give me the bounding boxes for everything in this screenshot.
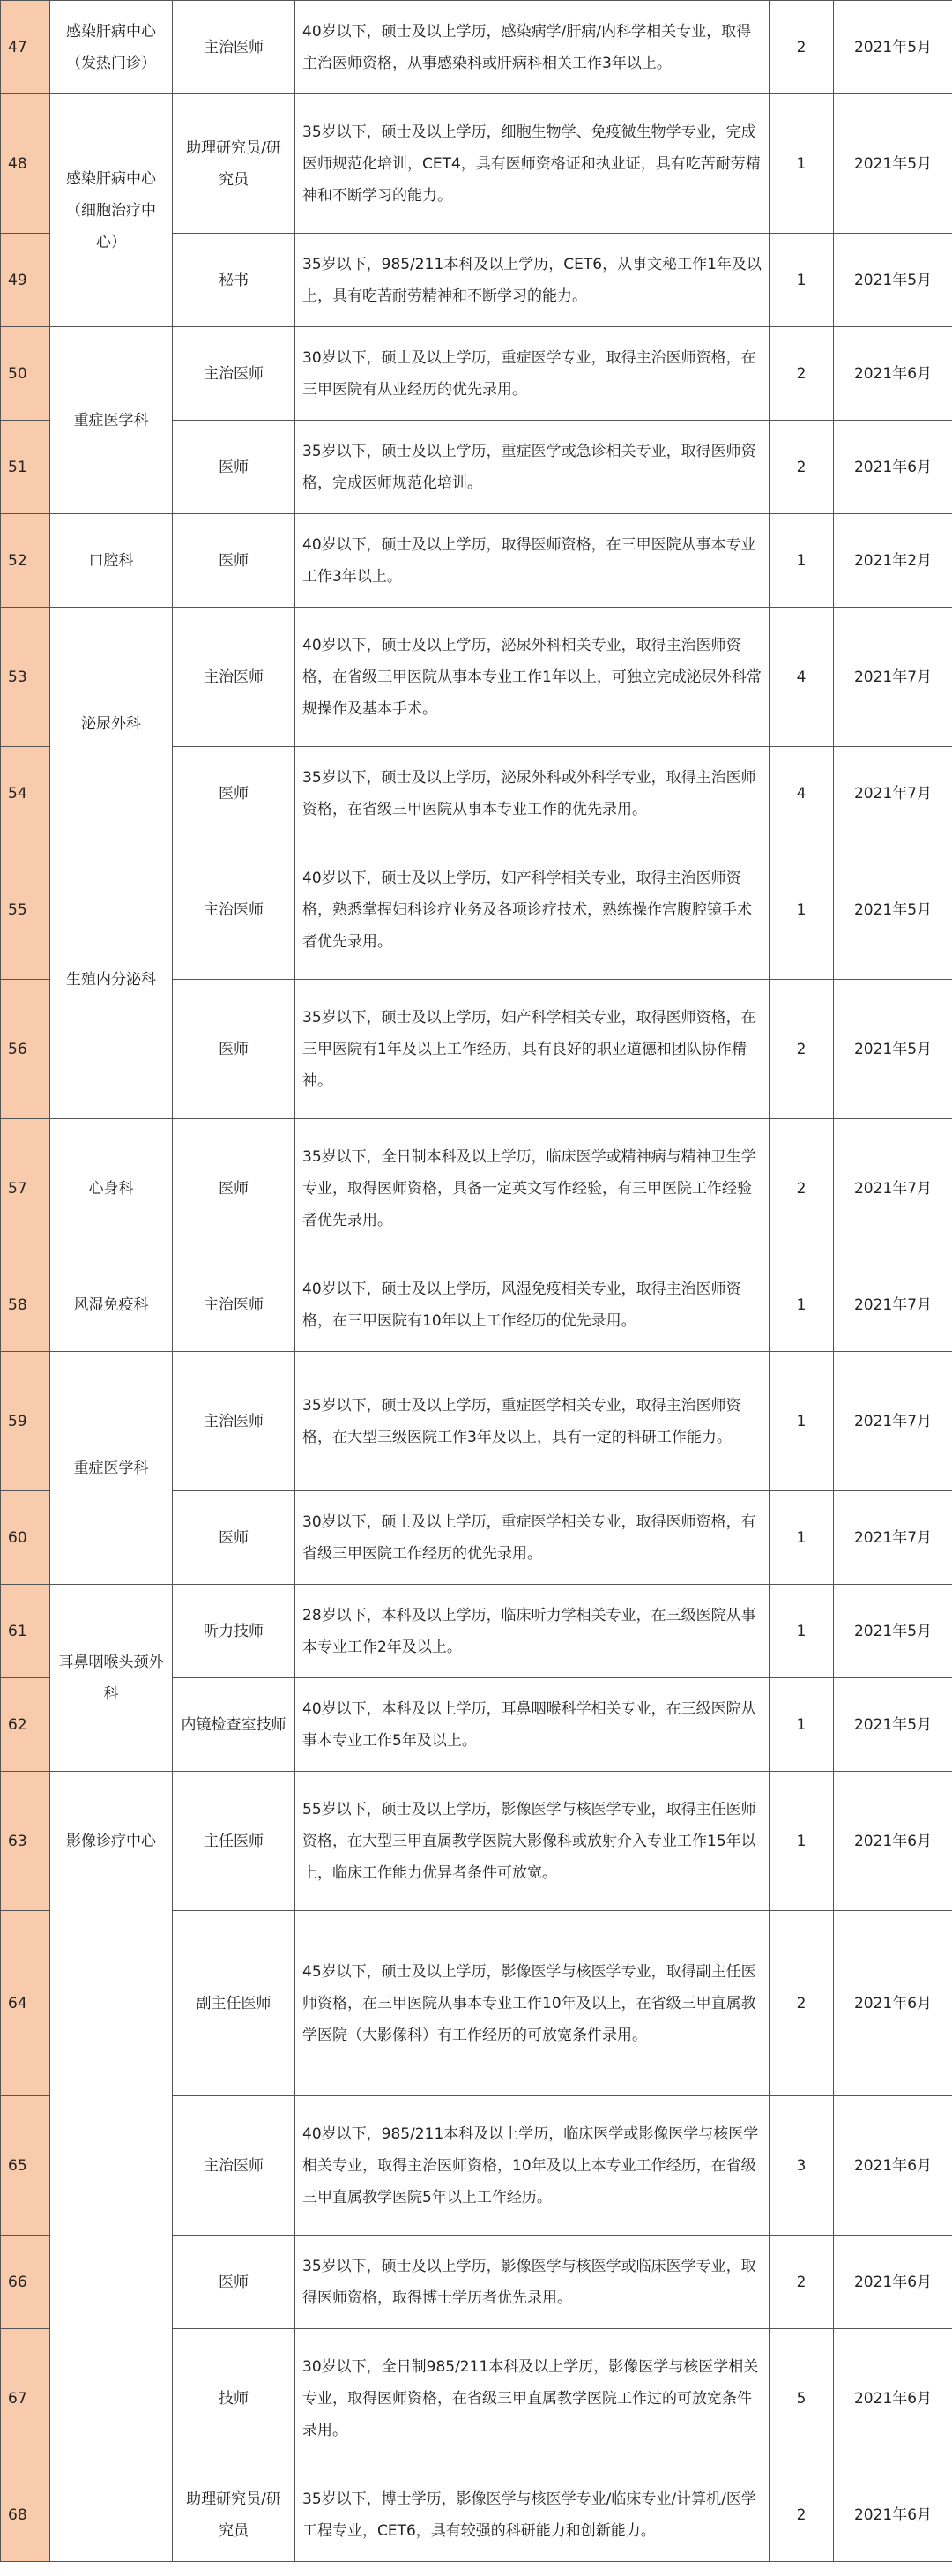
headcount-cell: 2 (770, 1911, 834, 2096)
row-number: 62 (1, 1678, 50, 1772)
row-number: 49 (1, 234, 50, 327)
position-cell: 医师 (173, 1119, 295, 1258)
row-number: 65 (1, 2096, 50, 2236)
department-cell: 风湿免疫科 (50, 1258, 173, 1352)
date-cell: 2021年6月 (834, 2468, 952, 2562)
headcount-cell: 2 (770, 421, 834, 514)
table-row (1, 1258, 952, 1352)
table-row (1, 1772, 952, 1911)
date-cell: 2021年7月 (834, 1258, 952, 1352)
row-number: 58 (1, 1258, 50, 1352)
position-cell: 秘书 (173, 234, 295, 327)
row-number: 60 (1, 1491, 50, 1585)
department-cell: 泌尿外科 (50, 608, 173, 840)
requirements-cell: 40岁以下，985/211本科及以上学历，临床医学或影像医学与核医学相关专业，取得主治医师资格，10年及以上本专业工作经历，在省级三甲直属教学医院5年以上工作经历。 (295, 2096, 770, 2236)
headcount-cell: 1 (770, 840, 834, 980)
department-cell: 生殖内分泌科 (50, 840, 173, 1119)
headcount-cell: 3 (770, 2096, 834, 2236)
position-cell: 医师 (173, 747, 295, 840)
date-cell: 2021年6月 (834, 2096, 952, 2236)
table-row (1, 1585, 952, 1678)
headcount-cell: 2 (770, 1, 834, 94)
department-cell: 重症医学科 (50, 1352, 173, 1585)
position-cell: 助理研究员/研究员 (173, 2468, 295, 2562)
row-number: 52 (1, 514, 50, 608)
headcount-cell: 1 (770, 1772, 834, 1911)
row-number: 66 (1, 2236, 50, 2329)
headcount-cell: 4 (770, 747, 834, 840)
table-row (1, 1119, 952, 1258)
requirements-cell: 40岁以下，硕士及以上学历，风湿免疫相关专业，取得主治医师资格，在三甲医院有10年以上工作经历的优先录用。 (295, 1258, 770, 1352)
table-row (1, 94, 952, 234)
row-number: 61 (1, 1585, 50, 1678)
position-cell: 主治医师 (173, 2096, 295, 2236)
row-number: 48 (1, 94, 50, 234)
requirements-cell: 40岁以下，硕士及以上学历，感染病学/肝病/内科学相关专业，取得主治医师资格，从事感染科或肝病科相关工作3年以上。 (295, 1, 770, 94)
requirements-cell: 40岁以下，硕士及以上学历，取得医师资格，在三甲医院从事本专业工作3年以上。 (295, 514, 770, 608)
date-cell: 2021年6月 (834, 1772, 952, 1911)
department-cell: 感染肝病中心（细胞治疗中心） (50, 94, 173, 327)
position-cell: 技师 (173, 2329, 295, 2468)
position-cell: 副主任医师 (173, 1911, 295, 2096)
requirements-cell: 35岁以下，全日制本科及以上学历，临床医学或精神病与精神卫生学专业，取得医师资格，具备一定英文写作经验，有三甲医院工作经验者优先录用。 (295, 1119, 770, 1258)
requirements-cell: 28岁以下，本科及以上学历，临床听力学相关专业，在三级医院从事本专业工作2年及以上。 (295, 1585, 770, 1678)
date-cell: 2021年2月 (834, 514, 952, 608)
headcount-cell: 1 (770, 514, 834, 608)
position-cell: 主治医师 (173, 1, 295, 94)
headcount-cell: 4 (770, 608, 834, 747)
headcount-cell: 2 (770, 1119, 834, 1258)
row-number: 68 (1, 2468, 50, 2562)
requirements-cell: 35岁以下，硕士及以上学历，细胞生物学、免疫微生物学专业，完成医师规范化培训，CET4，具有医师资格证和执业证，具有吃苦耐劳精神和不断学习的能力。 (295, 94, 770, 234)
requirements-cell: 55岁以下，硕士及以上学历，影像医学与核医学专业，取得主任医师资格，在大型三甲直属教学医院大影像科或放射介入专业工作15年以上，临床工作能力优异者条件可放宽。 (295, 1772, 770, 1911)
date-cell: 2021年5月 (834, 1, 952, 94)
date-cell: 2021年5月 (834, 840, 952, 980)
table-row (1, 514, 952, 608)
row-number: 64 (1, 1911, 50, 2096)
date-cell: 2021年7月 (834, 747, 952, 840)
date-cell: 2021年5月 (834, 234, 952, 327)
requirements-cell: 35岁以下，硕士及以上学历，重症医学或急诊相关专业，取得医师资格，完成医师规范化培训。 (295, 421, 770, 514)
requirements-cell: 35岁以下，硕士及以上学历，重症医学相关专业，取得主治医师资格，在大型三级医院工作3年及以上，具有一定的科研工作能力。 (295, 1352, 770, 1491)
position-cell: 主治医师 (173, 1258, 295, 1352)
department-cell: 感染肝病中心（发热门诊） (50, 1, 173, 94)
headcount-cell: 2 (770, 2236, 834, 2329)
position-cell: 听力技师 (173, 1585, 295, 1678)
requirements-cell: 35岁以下，985/211本科及以上学历，CET6，从事文秘工作1年及以上，具有吃苦耐劳精神和不断学习的能力。 (295, 234, 770, 327)
position-cell: 医师 (173, 421, 295, 514)
row-number: 55 (1, 840, 50, 980)
date-cell: 2021年5月 (834, 1678, 952, 1772)
department-cell: 口腔科 (50, 514, 173, 608)
date-cell: 2021年6月 (834, 327, 952, 421)
row-number: 63 (1, 1772, 50, 1911)
position-cell: 医师 (173, 2236, 295, 2329)
position-cell: 医师 (173, 1491, 295, 1585)
headcount-cell: 1 (770, 1585, 834, 1678)
headcount-cell: 5 (770, 2329, 834, 2468)
requirements-cell: 45岁以下，硕士及以上学历，影像医学与核医学专业，取得副主任医师资格，在三甲医院从事本专业工作10年及以上，在省级三甲直属教学医院（大影像科）有工作经历的可放宽条件录用。 (295, 1911, 770, 2096)
row-number: 67 (1, 2329, 50, 2468)
table-row (1, 1, 952, 94)
requirements-cell: 30岁以下，硕士及以上学历，重症医学专业，取得主治医师资格，在三甲医院有从业经历的优先录用。 (295, 327, 770, 421)
row-number: 53 (1, 608, 50, 747)
department-cell: 心身科 (50, 1119, 173, 1258)
table-row (1, 840, 952, 980)
requirements-cell: 30岁以下，硕士及以上学历，重症医学相关专业，取得医师资格，有省级三甲医院工作经历的优先录用。 (295, 1491, 770, 1585)
requirements-cell: 35岁以下，硕士及以上学历，泌尿外科或外科学专业，取得主治医师资格，在省级三甲医院从事本专业工作的优先录用。 (295, 747, 770, 840)
position-cell: 内镜检查室技师 (173, 1678, 295, 1772)
position-cell: 助理研究员/研究员 (173, 94, 295, 234)
date-cell: 2021年6月 (834, 2236, 952, 2329)
date-cell: 2021年6月 (834, 421, 952, 514)
date-cell: 2021年7月 (834, 1352, 952, 1491)
position-cell: 主治医师 (173, 608, 295, 747)
headcount-cell: 1 (770, 234, 834, 327)
row-number: 51 (1, 421, 50, 514)
row-number: 47 (1, 1, 50, 94)
department-cell: 耳鼻咽喉头颈外科 (50, 1585, 173, 1772)
position-cell: 主治医师 (173, 327, 295, 421)
position-cell: 医师 (173, 514, 295, 608)
headcount-cell: 1 (770, 1678, 834, 1772)
date-cell: 2021年5月 (834, 94, 952, 234)
row-number: 57 (1, 1119, 50, 1258)
requirements-cell: 35岁以下，博士学历，影像医学与核医学专业/临床专业/计算机/医学工程专业，CET6，具有较强的科研能力和创新能力。 (295, 2468, 770, 2562)
position-cell: 主治医师 (173, 840, 295, 980)
table-row (1, 608, 952, 747)
date-cell: 2021年7月 (834, 1119, 952, 1258)
row-number: 59 (1, 1352, 50, 1491)
headcount-cell: 1 (770, 1352, 834, 1491)
date-cell: 2021年6月 (834, 1911, 952, 2096)
department-cell: 重症医学科 (50, 327, 173, 514)
headcount-cell: 2 (770, 2468, 834, 2562)
row-number: 54 (1, 747, 50, 840)
requirements-cell: 30岁以下，全日制985/211本科及以上学历，影像医学与核医学相关专业，取得医师资格，在省级三甲直属教学医院工作过的可放宽条件录用。 (295, 2329, 770, 2468)
requirements-cell: 35岁以下，硕士及以上学历，影像医学与核医学或临床医学专业，取得医师资格，取得博士学历者优先录用。 (295, 2236, 770, 2329)
row-number: 50 (1, 327, 50, 421)
position-cell: 医师 (173, 980, 295, 1119)
date-cell: 2021年5月 (834, 980, 952, 1119)
row-number: 56 (1, 980, 50, 1119)
headcount-cell: 2 (770, 327, 834, 421)
requirements-cell: 40岁以下，硕士及以上学历，妇产科学相关专业，取得主治医师资格，熟悉掌握妇科诊疗业务及各项诊疗技术，熟练操作宫腹腔镜手术者优先录用。 (295, 840, 770, 980)
requirements-cell: 40岁以下，本科及以上学历，耳鼻咽喉科学相关专业，在三级医院从事本专业工作5年及以上。 (295, 1678, 770, 1772)
date-cell: 2021年7月 (834, 608, 952, 747)
table-row (1, 1352, 952, 1491)
headcount-cell: 1 (770, 1491, 834, 1585)
date-cell: 2021年7月 (834, 1491, 952, 1585)
requirements-cell: 35岁以下，硕士及以上学历，妇产科学相关专业，取得医师资格，在三甲医院有1年及以上工作经历，具有良好的职业道德和团队协作精神。 (295, 980, 770, 1119)
date-cell: 2021年6月 (834, 2329, 952, 2468)
date-cell: 2021年5月 (834, 1585, 952, 1678)
headcount-cell: 1 (770, 1258, 834, 1352)
department-cell: 影像诊疗中心 (50, 1772, 173, 2562)
headcount-cell: 1 (770, 94, 834, 234)
position-cell: 主任医师 (173, 1772, 295, 1911)
position-cell: 主治医师 (173, 1352, 295, 1491)
headcount-cell: 2 (770, 980, 834, 1119)
requirements-cell: 40岁以下，硕士及以上学历，泌尿外科相关专业，取得主治医师资格，在省级三甲医院从事本专业工作1年以上，可独立完成泌尿外科常规操作及基本手术。 (295, 608, 770, 747)
table-row (1, 327, 952, 421)
